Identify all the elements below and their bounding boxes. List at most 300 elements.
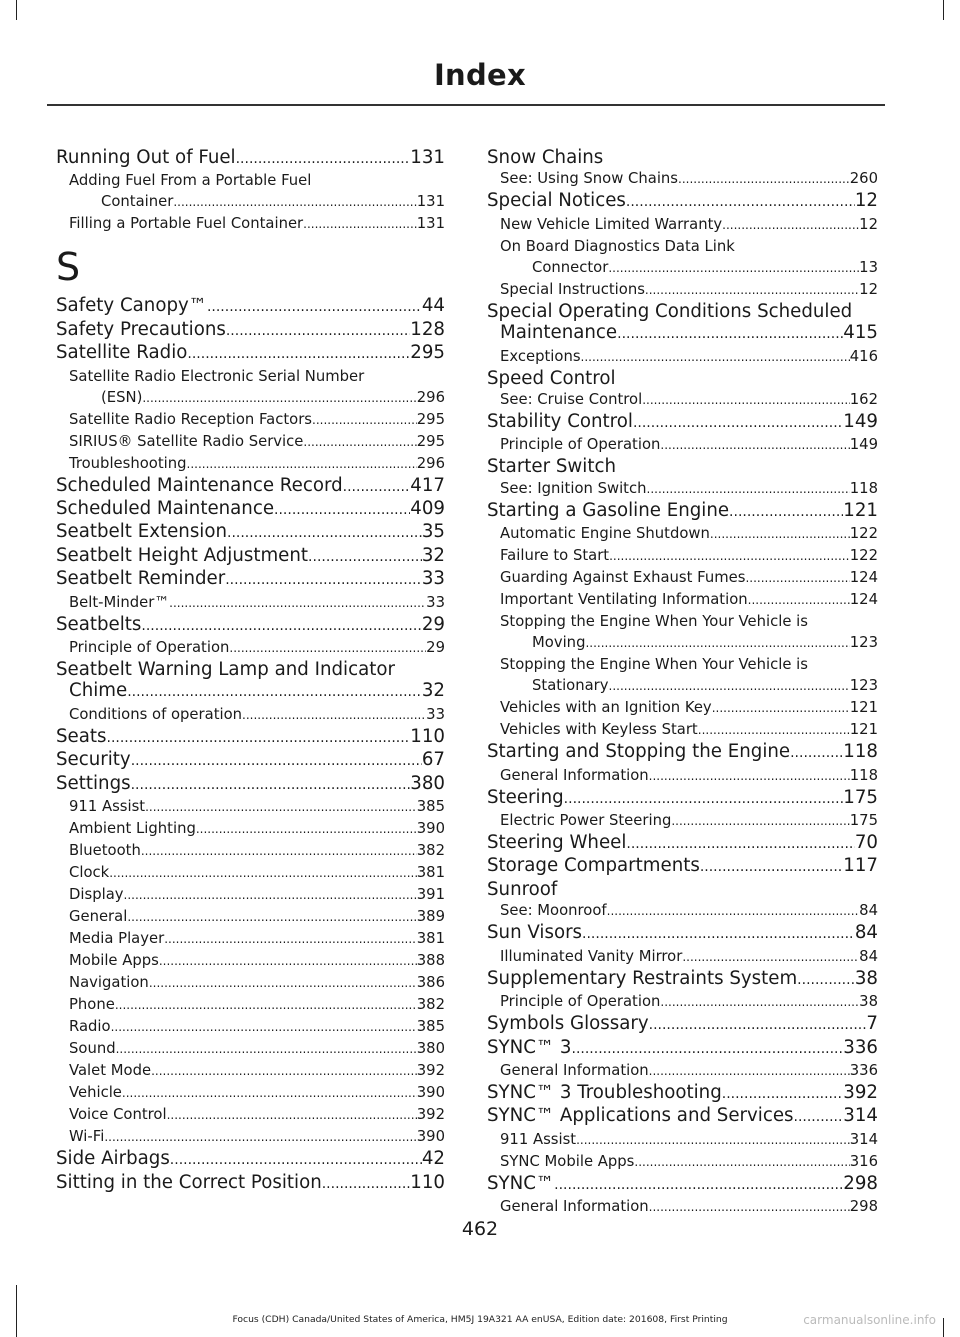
page-ref[interactable]: 110 <box>410 725 445 747</box>
dot-leader <box>671 811 849 832</box>
index-subentry[interactable] <box>56 366 445 409</box>
entry-text: Special Operating Conditions Scheduled <box>487 300 853 322</box>
dot-leader <box>207 297 422 318</box>
entry-row <box>56 498 445 521</box>
index-entry[interactable] <box>56 319 445 342</box>
dot-leader <box>700 857 843 878</box>
index-subentry[interactable] <box>487 478 878 500</box>
index-subentry[interactable] <box>487 719 878 741</box>
page-ref[interactable]: 296 <box>416 388 445 406</box>
entry-text: Important Ventilating Information <box>500 591 748 609</box>
entry-row <box>500 1129 878 1151</box>
page-ref[interactable]: 392 <box>843 1081 878 1103</box>
dot-leader <box>170 1150 422 1171</box>
page-ref[interactable]: 70 <box>854 832 878 854</box>
entry-row <box>487 411 878 434</box>
entry-text: SYNC™ 3 <box>487 1036 572 1058</box>
dot-leader <box>682 947 859 968</box>
page-ref[interactable]: 392 <box>416 1062 445 1080</box>
index-entry[interactable] <box>487 500 878 523</box>
page-ref[interactable]: 7 <box>866 1013 878 1035</box>
page-ref[interactable]: 110 <box>410 1171 445 1193</box>
dot-leader <box>131 751 422 772</box>
index-entry[interactable] <box>487 411 878 434</box>
page-ref[interactable]: 381 <box>416 864 445 882</box>
page-ref[interactable]: 38 <box>859 993 878 1011</box>
page-ref[interactable]: 381 <box>416 930 445 948</box>
entry-text: Principle of Operation <box>500 993 661 1011</box>
index-subentry[interactable] <box>56 170 445 213</box>
entry-row <box>69 862 445 884</box>
index-entry[interactable] <box>487 741 878 764</box>
entry-text: Safety Canopy™ <box>56 295 207 317</box>
page-ref[interactable]: 260 <box>849 170 878 188</box>
page-ref[interactable]: 380 <box>410 772 445 794</box>
index-subentry[interactable] <box>56 862 445 884</box>
page-ref[interactable]: 390 <box>416 1084 445 1102</box>
entry-row <box>500 434 878 456</box>
index-subentry[interactable] <box>487 611 878 654</box>
entry-text: Scheduled Maintenance Record <box>56 474 343 496</box>
page-ref[interactable]: 29 <box>426 639 445 657</box>
dot-leader <box>642 390 850 411</box>
entry-row <box>500 719 878 741</box>
entry-row <box>500 1196 878 1218</box>
entry-row <box>69 213 445 235</box>
page-ref[interactable]: 385 <box>416 798 445 816</box>
page-ref[interactable]: 382 <box>416 842 445 860</box>
page-ref[interactable]: 128 <box>410 318 445 340</box>
index-subentry[interactable] <box>487 236 878 279</box>
dot-leader <box>187 454 417 475</box>
entry-text: Stability Control <box>487 411 633 433</box>
watermark: carmanualsonline.info <box>803 1313 936 1327</box>
index-entry[interactable] <box>487 832 878 855</box>
page-ref[interactable]: 32 <box>421 544 445 566</box>
index-entry[interactable] <box>487 879 878 900</box>
page-ref[interactable]: 33 <box>426 593 445 611</box>
entry-text: Display <box>69 886 124 904</box>
index-entry[interactable] <box>487 922 878 945</box>
page-ref[interactable]: 415 <box>843 322 878 344</box>
page-number: 462 <box>461 1218 499 1240</box>
entry-row <box>69 972 445 994</box>
entry-text: SIRIUS® Satellite Radio Service <box>69 432 304 450</box>
page-ref[interactable]: 67 <box>421 749 445 771</box>
page-ref[interactable]: 175 <box>843 786 878 808</box>
dot-leader <box>226 321 410 342</box>
entry-text: Navigation <box>69 974 149 992</box>
entry-text: Wi-Fi <box>69 1128 105 1146</box>
page-title: Index <box>433 58 527 92</box>
entry-row <box>69 704 445 726</box>
entry-text: Satellite Radio Electronic Serial Number <box>69 367 365 385</box>
entry-text: Scheduled Maintenance <box>56 498 275 520</box>
page-ref[interactable]: 409 <box>410 498 445 520</box>
entry-text: Supplementary Restraints System <box>487 967 798 989</box>
entry-text: Special Notices <box>487 190 626 212</box>
entry-text: Seatbelt Warning Lamp and Indicator <box>56 659 395 681</box>
page-ref[interactable]: 84 <box>854 922 878 944</box>
index-subentry[interactable] <box>56 1016 445 1038</box>
index-subentry[interactable] <box>56 818 445 840</box>
entry-row <box>56 773 445 796</box>
index-subentry[interactable] <box>487 434 878 456</box>
entry-row <box>56 749 445 772</box>
entry-row <box>69 191 445 213</box>
index-subentry[interactable] <box>487 991 878 1013</box>
index-entry[interactable] <box>487 1105 878 1128</box>
index-subentry[interactable] <box>487 545 878 567</box>
entry-text: SYNC Mobile Apps <box>500 1152 635 1170</box>
page-ref[interactable]: 131 <box>416 215 445 233</box>
index-subentry[interactable] <box>487 1196 878 1218</box>
index-subentry[interactable] <box>56 994 445 1016</box>
page-ref[interactable]: 42 <box>421 1148 445 1170</box>
index-subentry[interactable] <box>487 697 878 719</box>
dot-leader <box>678 169 850 190</box>
entry-text: See: Ignition Switch <box>500 479 647 497</box>
entry-text: Seatbelt Height Adjustment <box>56 544 309 566</box>
index-entry[interactable] <box>487 1082 878 1105</box>
index-subentry[interactable] <box>56 1104 445 1126</box>
page-ref[interactable]: 44 <box>421 295 445 317</box>
index-entry[interactable] <box>56 147 445 170</box>
index-subentry[interactable] <box>56 431 445 453</box>
page-ref[interactable]: 417 <box>410 474 445 496</box>
page-ref[interactable]: 12 <box>859 215 878 233</box>
page-ref[interactable]: 84 <box>859 947 878 965</box>
dot-leader <box>111 1017 417 1038</box>
page-ref[interactable]: 314 <box>843 1105 878 1127</box>
entry-row <box>56 680 445 703</box>
entry-text: Media Player <box>69 930 165 948</box>
index-subentry[interactable] <box>487 389 878 411</box>
entry-row <box>487 922 878 945</box>
index-entry[interactable] <box>487 968 878 991</box>
entry-row <box>56 1148 445 1171</box>
page-ref[interactable]: 149 <box>843 411 878 433</box>
index-subentry[interactable] <box>487 946 878 968</box>
index-entry[interactable] <box>56 568 445 591</box>
index-subentry[interactable] <box>56 592 445 614</box>
page-ref[interactable]: 314 <box>849 1130 878 1148</box>
dot-leader <box>343 477 411 498</box>
page-ref[interactable]: 298 <box>843 1172 878 1194</box>
dot-leader <box>729 502 843 523</box>
index-entry[interactable] <box>487 855 878 878</box>
page-ref[interactable]: 38 <box>854 967 878 989</box>
entry-row <box>500 168 878 190</box>
dot-leader <box>196 819 417 840</box>
index-entry[interactable] <box>56 545 445 568</box>
page-ref[interactable]: 336 <box>843 1036 878 1058</box>
page-ref[interactable]: 121 <box>843 499 878 521</box>
dot-leader <box>173 192 416 213</box>
index-entry[interactable] <box>56 475 445 498</box>
page-ref[interactable]: 124 <box>849 591 878 609</box>
page-ref[interactable]: 121 <box>849 699 878 717</box>
index-entry[interactable] <box>487 1037 878 1060</box>
index-subentry[interactable] <box>56 409 445 431</box>
entry-text: Filling a Portable Fuel Container <box>69 215 304 233</box>
dot-leader <box>127 682 422 703</box>
entry-text: Snow Chains <box>487 147 604 168</box>
page-ref[interactable]: 12 <box>859 280 878 298</box>
index-subentry[interactable] <box>487 168 878 190</box>
entry-row <box>69 1038 445 1060</box>
dot-leader <box>312 410 417 431</box>
page-ref[interactable]: 386 <box>416 974 445 992</box>
index-entry[interactable] <box>487 301 878 346</box>
entry-row <box>56 475 445 498</box>
dot-leader <box>303 214 417 235</box>
page-ref[interactable]: 390 <box>416 820 445 838</box>
entry-text: SYNC™ 3 Troubleshooting <box>487 1081 722 1103</box>
dot-leader <box>634 1152 849 1173</box>
index-subentry[interactable] <box>56 884 445 906</box>
entry-text: Running Out of Fuel <box>56 147 236 168</box>
page-ref[interactable]: 117 <box>843 855 878 877</box>
entry-text-continued: Moving <box>532 634 586 652</box>
entry-row <box>500 478 878 500</box>
page-ref[interactable]: 296 <box>416 454 445 472</box>
page-ref[interactable]: 389 <box>416 908 445 926</box>
dot-leader <box>242 705 426 726</box>
dot-leader <box>308 547 422 568</box>
index-entry[interactable] <box>56 773 445 796</box>
index-column-left <box>56 147 445 1195</box>
entry-text: Stopping the Engine When Your Vehicle is <box>500 613 808 631</box>
entry-row <box>69 928 445 950</box>
page-ref[interactable]: 382 <box>416 996 445 1014</box>
dot-leader <box>722 215 859 236</box>
index-subentry[interactable] <box>56 1038 445 1060</box>
dot-leader <box>608 258 859 279</box>
entry-row <box>500 545 878 567</box>
page-ref[interactable]: 124 <box>849 569 878 587</box>
index-subentry[interactable] <box>487 1060 878 1082</box>
page-ref[interactable]: 118 <box>843 741 878 763</box>
entry-row <box>500 900 878 922</box>
index-entry[interactable] <box>56 498 445 521</box>
page-ref[interactable]: 388 <box>416 952 445 970</box>
page-ref[interactable]: 390 <box>416 1128 445 1146</box>
dot-leader <box>797 970 855 991</box>
dot-leader <box>745 568 849 589</box>
index-entry[interactable] <box>487 1173 878 1196</box>
entry-row <box>69 950 445 972</box>
entry-row <box>56 1172 445 1195</box>
index-subentry[interactable] <box>487 765 878 787</box>
crop-mark-top-left-v <box>16 0 17 20</box>
index-entry[interactable] <box>56 521 445 544</box>
index-subentry[interactable] <box>56 796 445 818</box>
index-subentry[interactable] <box>487 523 878 545</box>
page-ref[interactable]: 298 <box>849 1198 878 1216</box>
entry-text: Vehicle <box>69 1084 122 1102</box>
page-ref[interactable]: 175 <box>849 812 878 830</box>
index-entry[interactable] <box>487 368 878 389</box>
page-ref[interactable]: 295 <box>416 410 445 428</box>
index-subentry[interactable] <box>56 928 445 950</box>
page-ref[interactable]: 295 <box>410 342 445 364</box>
index-entry[interactable] <box>487 456 878 477</box>
page-ref[interactable]: 12 <box>854 190 878 212</box>
dot-leader <box>303 432 416 453</box>
index-entry[interactable] <box>56 749 445 772</box>
page-ref[interactable]: 122 <box>849 547 878 565</box>
dot-leader <box>585 633 849 654</box>
entry-row <box>487 741 878 764</box>
entry-row <box>487 1013 878 1036</box>
page-ref[interactable]: 295 <box>416 432 445 450</box>
entry-text: Vehicles with Keyless Start <box>500 721 698 739</box>
index-entry[interactable] <box>487 1013 878 1036</box>
entry-text: Storage Compartments <box>487 855 700 877</box>
index-subentry[interactable] <box>56 906 445 928</box>
page-ref[interactable]: 122 <box>849 525 878 543</box>
dot-leader <box>274 500 410 521</box>
index-entry[interactable] <box>56 342 445 365</box>
entry-row <box>487 500 878 523</box>
index-subentry[interactable] <box>56 1060 445 1082</box>
page-ref[interactable]: 121 <box>849 721 878 739</box>
entry-text: Seatbelt Reminder <box>56 568 226 590</box>
entry-row <box>500 1151 878 1173</box>
index-entry[interactable] <box>487 787 878 810</box>
index-subentry[interactable] <box>56 1082 445 1104</box>
entry-row <box>69 906 445 928</box>
entry-row <box>487 787 878 810</box>
dot-leader <box>626 834 854 855</box>
page-ref[interactable]: 84 <box>859 902 878 920</box>
page-ref[interactable]: 33 <box>426 705 445 723</box>
entry-row <box>487 1105 878 1128</box>
index-entry[interactable] <box>487 147 878 168</box>
entry-text: Automatic Engine Shutdown <box>500 525 710 543</box>
page-ref[interactable]: 392 <box>416 1106 445 1124</box>
page-ref[interactable]: 380 <box>416 1040 445 1058</box>
page-ref[interactable]: 32 <box>421 680 445 702</box>
entry-text: Troubleshooting <box>69 454 187 472</box>
entry-row <box>69 453 445 475</box>
entry-row <box>487 968 878 991</box>
index-subentry[interactable] <box>487 1151 878 1173</box>
index-entry[interactable] <box>487 190 878 213</box>
entry-row <box>69 884 445 906</box>
index-entry[interactable] <box>56 659 445 704</box>
page-ref[interactable]: 385 <box>416 1018 445 1036</box>
dot-leader <box>122 1083 417 1104</box>
page-ref[interactable]: 416 <box>849 347 878 365</box>
index-subentry[interactable] <box>56 972 445 994</box>
entry-row <box>500 523 878 545</box>
entry-row <box>69 387 445 409</box>
entry-text: Principle of Operation <box>69 639 230 657</box>
entry-row <box>500 675 878 697</box>
dot-leader <box>236 149 411 170</box>
index-entry[interactable] <box>56 295 445 318</box>
index-subentry[interactable] <box>56 840 445 862</box>
page-ref[interactable]: 33 <box>421 568 445 590</box>
index-subentry[interactable] <box>56 1126 445 1148</box>
dot-leader <box>554 1175 843 1196</box>
entry-text: SYNC™ <box>487 1172 555 1194</box>
index-subentry[interactable] <box>487 279 878 301</box>
index-subentry[interactable] <box>487 654 878 697</box>
dot-leader <box>794 1107 844 1128</box>
index-entry[interactable] <box>56 1172 445 1195</box>
entry-text: SYNC™ Applications and Services <box>487 1105 794 1127</box>
index-subentry[interactable] <box>487 346 878 368</box>
page-ref[interactable]: 316 <box>849 1152 878 1170</box>
dot-leader <box>169 593 426 614</box>
index-subentry[interactable] <box>487 589 878 611</box>
entry-row <box>56 726 445 749</box>
entry-row <box>69 796 445 818</box>
index-subentry[interactable] <box>487 1129 878 1151</box>
section-letter: S <box>56 245 81 290</box>
page-ref[interactable]: 118 <box>849 766 878 784</box>
page-ref[interactable]: 131 <box>416 193 445 211</box>
index-subentry[interactable] <box>487 214 878 236</box>
index-subentry[interactable] <box>56 637 445 659</box>
entry-row <box>487 322 878 345</box>
page-ref[interactable]: 123 <box>849 677 878 695</box>
page-ref[interactable]: 336 <box>849 1061 878 1079</box>
dot-leader <box>710 524 850 545</box>
dot-leader <box>116 1039 417 1060</box>
index-subentry[interactable] <box>56 704 445 726</box>
page-ref[interactable]: 29 <box>421 613 445 635</box>
entry-row <box>69 431 445 453</box>
page-ref[interactable]: 13 <box>859 258 878 276</box>
index-subentry[interactable] <box>487 810 878 832</box>
index-entry[interactable] <box>56 726 445 749</box>
entry-text: General <box>69 908 128 926</box>
entry-text: Illuminated Vanity Mirror <box>500 947 683 965</box>
index-subentry[interactable] <box>487 900 878 922</box>
index-subentry[interactable] <box>56 453 445 475</box>
page-ref[interactable]: 123 <box>849 634 878 652</box>
entry-text: Phone <box>69 996 115 1014</box>
page-ref[interactable]: 118 <box>849 479 878 497</box>
dot-leader <box>660 435 849 456</box>
entry-text: Speed Control <box>487 367 616 389</box>
page-ref[interactable]: 131 <box>410 147 445 168</box>
entry-text: Electric Power Steering <box>500 812 672 830</box>
index-subentry[interactable] <box>56 950 445 972</box>
dot-leader <box>124 885 417 906</box>
page-ref[interactable]: 391 <box>416 886 445 904</box>
page-ref[interactable]: 35 <box>421 521 445 543</box>
entry-text: Settings <box>56 772 131 794</box>
entry-row <box>69 840 445 862</box>
entry-row <box>56 545 445 568</box>
index-subentry[interactable] <box>487 567 878 589</box>
entry-text-continued: Chime <box>69 680 128 702</box>
index-subentry[interactable] <box>56 213 445 235</box>
entry-text: Belt-Minder™ <box>69 593 170 611</box>
entry-text: See: Using Snow Chains <box>500 170 679 188</box>
page-ref[interactable]: 162 <box>849 391 878 409</box>
index-entry[interactable] <box>56 1148 445 1171</box>
dot-leader <box>649 1015 867 1036</box>
page-ref[interactable]: 149 <box>849 436 878 454</box>
index-entry[interactable] <box>56 614 445 637</box>
dot-leader <box>322 1174 411 1195</box>
